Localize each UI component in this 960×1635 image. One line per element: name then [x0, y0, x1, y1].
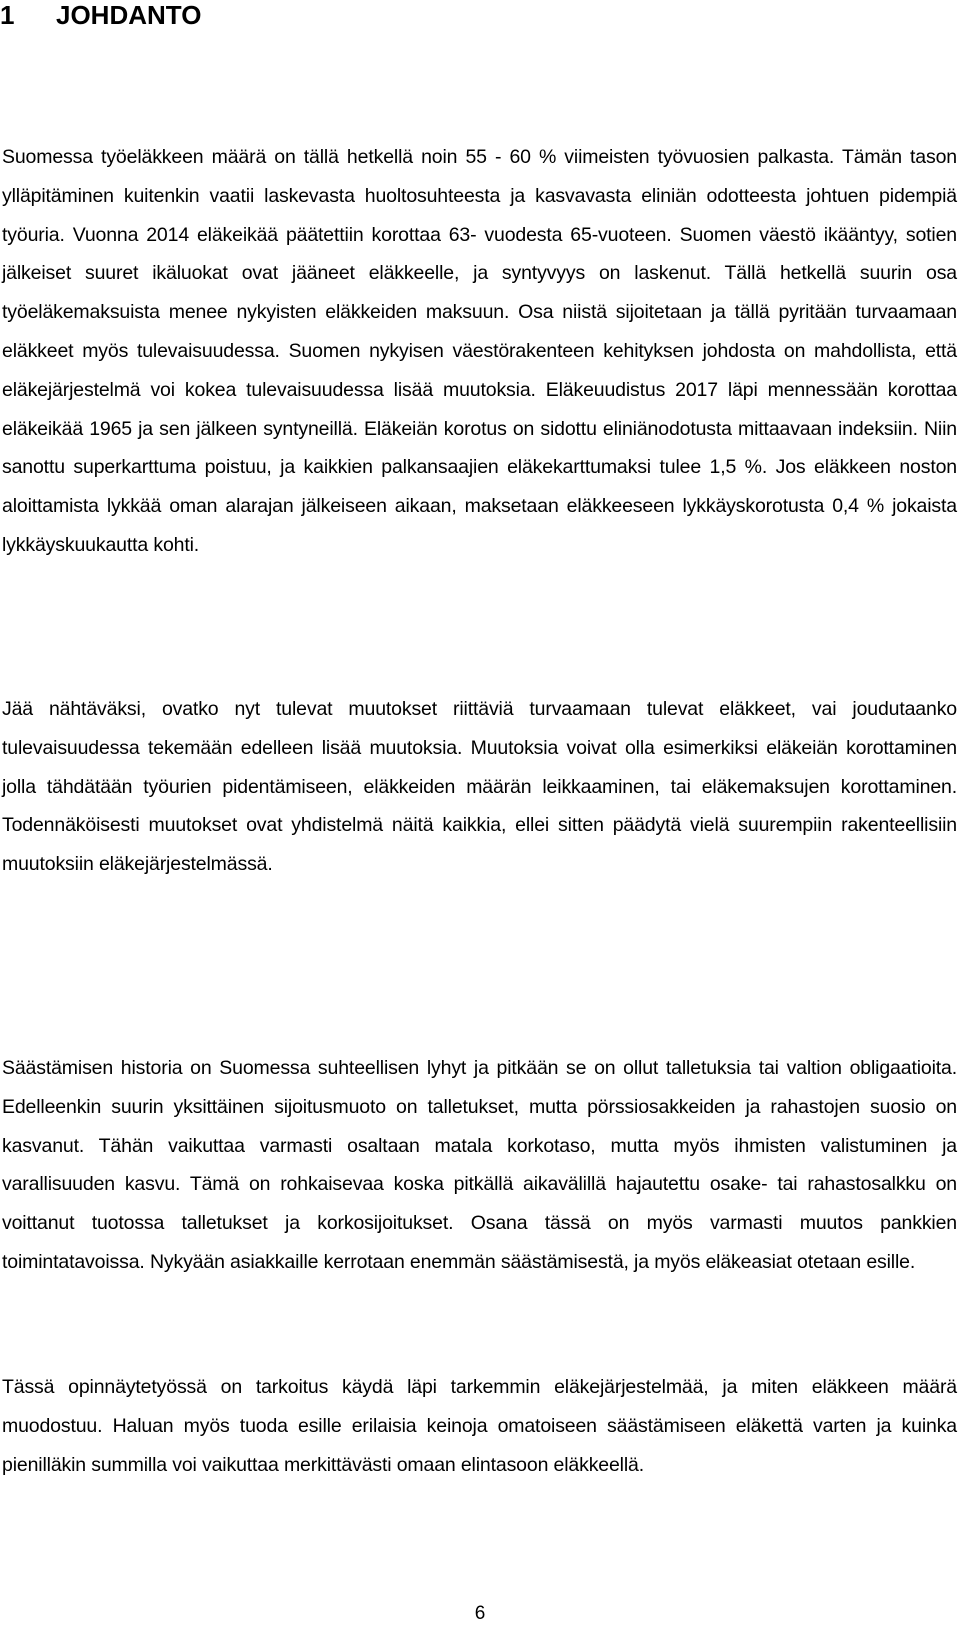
paragraph-thesis-purpose: Tässä opinnäytetyössä on tarkoitus käydä läpi tarkemmin eläkejärjestelmää, ja miten eläkkeen määrä muodostuu. Haluan myös tuoda esille erilaisia keinoja omatoiseen säästämiseen eläkettä varten ja kuinka pienilläkin summilla voi vaikuttaa merkittävästi omaan elintasoon eläkkeellä. [2, 1376, 957, 1476]
paragraph-saving-history: Säästämisen historia on Suomessa suhteellisen lyhyt ja pitkään se on ollut talletuksia tai valtion obligaatioita. Edelleenkin suurin yksittäinen sijoitusmuoto on talletukset, mutta pörssiosakkeiden ja rahastojen suosio on kasvanut. Tähän vaikuttaa varmasti osaltaan matala korkotaso, mutta myös ihmisten valistuminen ja varallisuuden kasvu. Tämä on rohkaisevaa koska pitkällä aikavälillä hajautettu osake- tai rahastosalkku on voittanut tuotossa talletukset ja korkosijoitukset. Osana tässä on myös varmasti muutos pankkien toimintatavoissa. Nykyään asiakkaille kerrotaan enemmän säästämisestä, ja myös eläkeasiat otetaan esille. [2, 1057, 957, 1273]
page-number: 6 [474, 1603, 486, 1624]
chapter-heading [0, 0, 201, 30]
paragraph-future-changes: Jää nähtäväksi, ovatko nyt tulevat muutokset riittäviä turvaamaan tulevat eläkkeet, vai joudutaanko tulevaisuudessa tekemään edelleen lisää muutoksia. Muutoksia voivat olla esimerkiksi eläkeiän korottaminen jolla tähdätään työurien pidentämiseen, eläkkeiden määrän leikkaaminen, tai eläkemaksujen korottaminen. Todennäköisesti muutokset ovat yhdistelmä näitä kaikkia, ellei sitten päädytä vielä suurempiin rakenteellisiin muutoksiin eläkejärjestelmässä. [2, 698, 957, 876]
chapter-title: JOHDANTO [56, 0, 202, 30]
chapter-number: 1 [0, 0, 15, 30]
paragraph-pension-levels: Suomessa työeläkkeen määrä on tällä hetkellä noin 55 - 60 % viimeisten työvuosien palkasta. Tämän tason ylläpitäminen kuitenkin vaatii laskevasta huoltosuhteesta ja kasvavasta eliniän odotteesta johtuen pidempiä työuria. Vuonna 2014 eläkeikää päätettiin korottaa 63- vuodesta 65-vuoteen. Suomen väestö ikääntyy, sotien jälkeiset suuret ikäluokat ovat jääneet eläkkeelle, ja syntyvyys on laskenut. Tällä hetkellä suurin osa työeläkemaksuista menee nykyisten eläkkeiden maksuun. Osa niistä sijoitetaan ja tällä pyritään turvaamaan eläkkeet myös tulevaisuudessa. Suomen nykyisen väestörakenteen kehityksen johdosta on mahdollista, että eläkejärjestelmä voi kokea tulevaisuudessa lisää muutoksia. Eläkeuudistus 2017 läpi mennessään korottaa eläkeikää 1965 ja sen jälkeen syntyneillä. Eläkeiän korotus on sidottu eliniänodotusta mittaavaan indeksiin. Niin sanottu superkarttuma poistuu, ja kaikkien palkansaajien eläkekarttumaksi tulee 1,5 %. Jos eläkkeen noston aloittamista lykkää oman alarajan jälkeiseen aikaan, maksetaan eläkkeeseen lykkäyskorotusta 0,4 % jokaista lykkäyskuukautta kohti. [2, 146, 957, 556]
